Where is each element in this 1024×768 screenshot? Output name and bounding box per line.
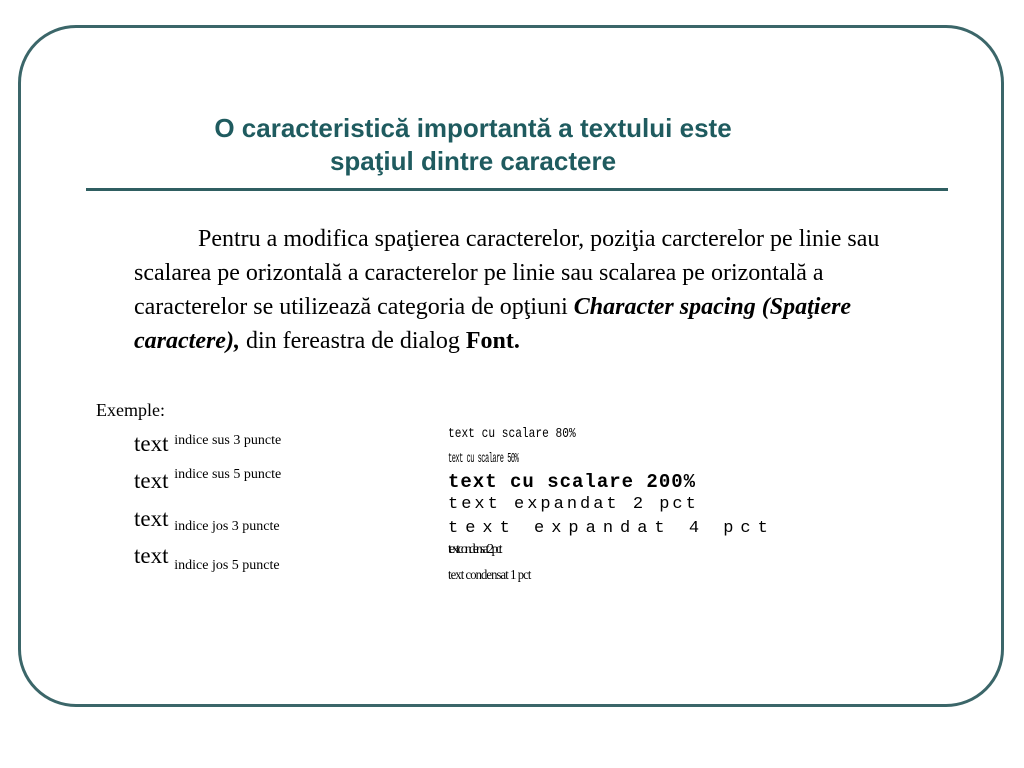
examples-label: Exemple: [96,400,165,420]
sample-scale-50: text cu scalare 50% [448,451,519,467]
sample-expanded-2: text expandat 2 pct [448,495,699,514]
sample-condensed-1: text condensat 1 pct [448,568,531,583]
example-subscript-text: indice jos 5 puncte [174,558,280,573]
sample-scale-80: text cu scalare 80% [448,426,576,442]
sample-condensed-2: text condensat 2 pct [448,542,500,557]
example-base-text: text [134,468,169,493]
example-superscript-text: indice sus 5 puncte [174,467,282,482]
title-line-1: O caracteristică importantă a textului este [214,113,732,143]
example-base-text: text [134,543,169,568]
paragraph-text-2: din fereastra de dialog [239,328,466,354]
spacing-samples [448,424,788,594]
example-superscript-5 [134,468,281,498]
paragraph-text-1: Pentru a modifica spaţierea caracterelor, poziţia carcterelor pe linie sau scalarea pe orizontală a caracterelor pe linie sau scalarea pe orizontală a caracterelor se utilizează categoria de opţiuni [134,226,880,320]
title-divider [86,188,948,191]
example-subscript-text: indice jos 3 puncte [174,519,280,534]
title-line-2: spaţiul dintre caractere [329,146,617,176]
example-base-text: text [134,506,169,531]
example-subscript-5 [134,543,280,573]
slide-title [88,112,858,178]
sample-expanded-4: text expandat 4 pct [448,519,775,538]
example-superscript-3 [134,431,281,461]
paragraph-emphasis: Character spacing (Spaţiere caractere), [134,294,852,354]
paragraph-bold: Font. [465,328,520,354]
example-superscript-text: indice sus 3 puncte [174,433,282,448]
example-subscript-3 [134,506,280,536]
body-paragraph [134,222,884,358]
example-base-text: text [134,431,169,456]
sample-scale-200: text cu scalare 200% [448,471,697,493]
